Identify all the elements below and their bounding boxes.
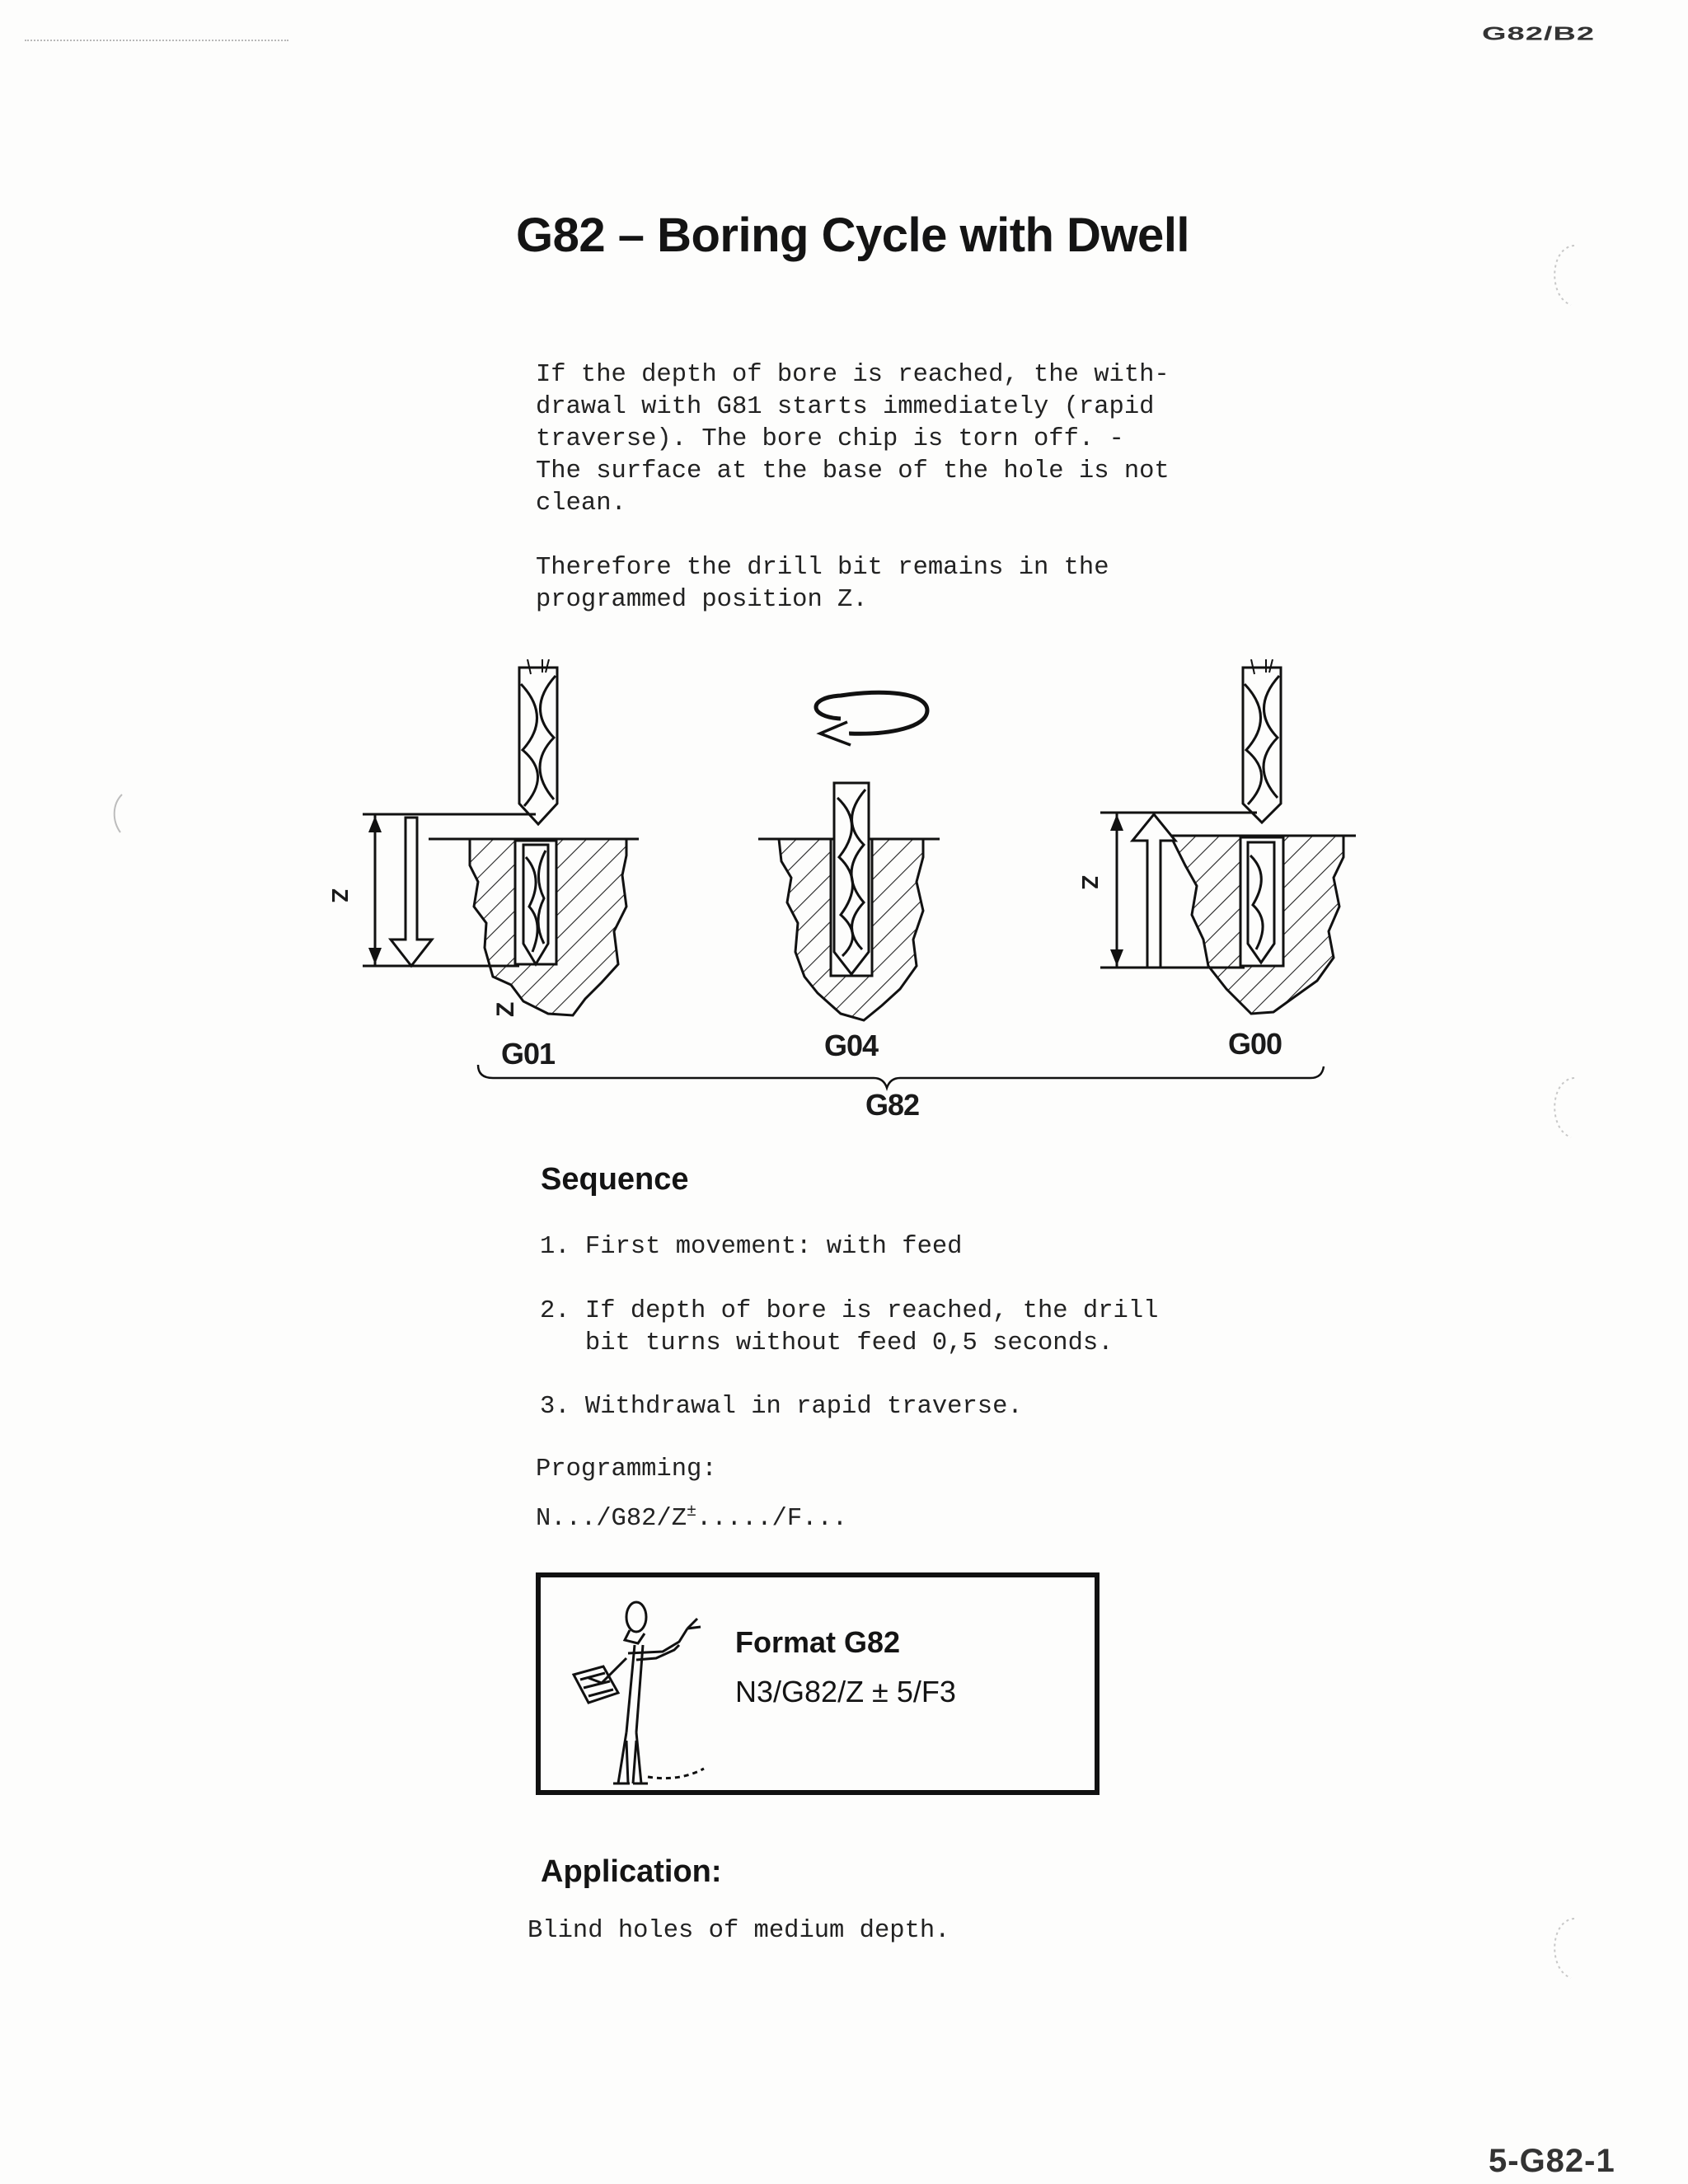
scan-smudge: [1541, 1071, 1607, 1154]
boring-cycle-figure: [346, 659, 1385, 1137]
pointing-mascot-icon: [556, 1592, 729, 1790]
sequence-item-2: 2. If depth of bore is reached, the drill bit turns without feed 0,5 seconds.: [540, 1297, 1159, 1357]
programming-code-suffix: ...../F...: [696, 1505, 848, 1533]
application-heading: Application:: [541, 1854, 722, 1889]
drill-in-hole-3: [1248, 842, 1274, 963]
stage-g04-diagram: [758, 692, 940, 1020]
format-syntax: N3/G82/Z ± 5/F3: [735, 1675, 956, 1708]
stage-g00-diagram: [1100, 659, 1356, 1014]
header-code: G82/B2: [1482, 23, 1595, 45]
scan-dotted-edge: [25, 40, 288, 41]
feed-down-arrow: [391, 818, 432, 966]
sequence-item-3: 3. Withdrawal in rapid traverse.: [540, 1393, 1023, 1421]
scan-smudge: [1541, 1912, 1607, 1994]
format-title: Format G82: [735, 1625, 901, 1659]
footer-code: 5-G82-1: [1489, 2143, 1615, 2179]
drill-retracted-3: [1243, 659, 1281, 823]
stage-g01-diagram: [363, 659, 639, 1015]
programming-code-prefix: N.../G82/Z: [536, 1505, 687, 1533]
format-box: [536, 1572, 1100, 1795]
depth-label-z-right: Z: [1077, 875, 1103, 889]
depth-label-z-left: Z: [327, 888, 353, 902]
intro-paragraph-2: Therefore the drill bit remains in the programmed position Z.: [536, 554, 1109, 614]
label-g00: G00: [1228, 1027, 1282, 1061]
scan-smudge: [1541, 239, 1607, 321]
sequence-heading: Sequence: [541, 1162, 689, 1197]
scan-smudge: [107, 791, 132, 841]
rapid-up-arrow: [1132, 814, 1175, 968]
label-g04: G04: [824, 1029, 879, 1062]
programming-code-sign: ±: [687, 1502, 697, 1521]
programming-label: Programming:: [536, 1455, 717, 1483]
programming-code: [536, 1503, 847, 1535]
label-g82-cycle: G82: [865, 1088, 920, 1122]
depth-label-left: Z: [492, 1002, 519, 1017]
application-text: Blind holes of medium depth.: [528, 1917, 950, 1945]
drill-in-hole-1: [523, 845, 548, 964]
page-title: G82 – Boring Cycle with Dwell: [516, 209, 1190, 262]
label-g01: G01: [501, 1037, 556, 1071]
drill-start-1: [519, 659, 557, 824]
sequence-item-1: 1. First movement: with feed: [540, 1233, 963, 1261]
intro-paragraph-1: If the depth of bore is reached, the with- drawal with G81 starts immediately (rapid traverse). The bore chip is torn off. - The surface at the base of the hole is not clean.: [536, 361, 1170, 518]
cycle-bracket: [478, 1065, 1324, 1088]
drill-dwell-2: [834, 783, 869, 974]
rotation-arrow-icon: [816, 692, 927, 745]
